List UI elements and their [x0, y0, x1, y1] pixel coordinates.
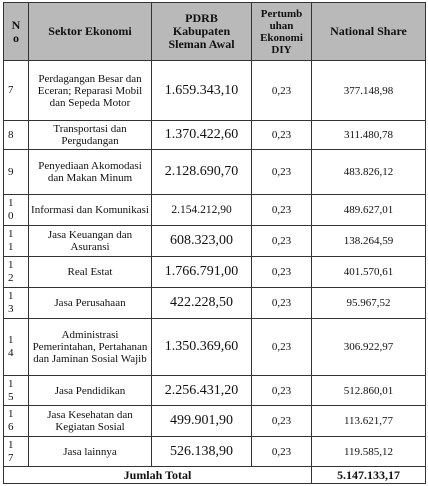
header-no: [4, 3, 29, 61]
row-share: 377.148,98: [312, 61, 426, 121]
total-row: [4, 467, 426, 484]
row-pdrb: 1.370.422,60: [152, 121, 252, 150]
total-share: 5.147.133,17: [312, 467, 426, 484]
row-pdrb: 1.659.343,10: [152, 61, 252, 121]
row-growth: 0,23: [252, 121, 312, 150]
row-no: 1 1: [4, 226, 29, 257]
row-sektor: Jasa Kesehatan dan Kegiatan Sosial: [29, 406, 152, 437]
row-share: 483.826,12: [312, 150, 426, 195]
row-share: 489.627,01: [312, 195, 426, 226]
header-growth: [252, 3, 312, 61]
table-row: [4, 257, 426, 288]
row-share: 113.621,77: [312, 406, 426, 437]
header-share: [312, 3, 426, 61]
row-pdrb: 2.128.690,70: [152, 150, 252, 195]
row-growth: 0,23: [252, 376, 312, 406]
row-sektor: Real Estat: [29, 257, 152, 288]
row-growth: 0,23: [252, 61, 312, 121]
row-growth: 0,23: [252, 288, 312, 319]
row-pdrb: 2.154.212,90: [152, 195, 252, 226]
row-share: 512.860,01: [312, 376, 426, 406]
row-no: 1 0: [4, 195, 29, 226]
row-growth: 0,23: [252, 257, 312, 288]
row-growth: 0,23: [252, 437, 312, 467]
row-no: 1 7: [4, 437, 29, 467]
row-pdrb: 1.766.791,00: [152, 257, 252, 288]
row-no: 1 4: [4, 319, 29, 376]
row-pdrb: 499.901,90: [152, 406, 252, 437]
row-sektor: Jasa Keuangan dan Asuransi: [29, 226, 152, 257]
row-share: 95.967,52: [312, 288, 426, 319]
row-no: 1 6: [4, 406, 29, 437]
row-no: 1 2: [4, 257, 29, 288]
row-sektor: Jasa Pendidikan: [29, 376, 152, 406]
row-no: 7: [4, 61, 29, 121]
table-row: [4, 61, 426, 121]
table-row: [4, 437, 426, 467]
row-share: 306.922,97: [312, 319, 426, 376]
row-growth: 0,23: [252, 406, 312, 437]
row-no: 1 3: [4, 288, 29, 319]
header-no-text: N o: [11, 17, 21, 45]
table-row: [4, 226, 426, 257]
row-no: 1 5: [4, 376, 29, 406]
table-row: [4, 406, 426, 437]
table-row: [4, 121, 426, 150]
row-growth: 0,23: [252, 195, 312, 226]
row-sektor: Informasi dan Komunikasi: [29, 195, 152, 226]
row-pdrb: 1.350.369,60: [152, 319, 252, 376]
row-sektor: Transportasi dan Pergudangan: [29, 121, 152, 150]
header-sektor: [29, 3, 152, 61]
row-pdrb: 2.256.431,20: [152, 376, 252, 406]
row-share: 401.570,61: [312, 257, 426, 288]
row-no: 9: [4, 150, 29, 195]
national-share-table: [3, 2, 426, 484]
row-sektor: Penyediaan Akomodasi dan Makan Minum: [29, 150, 152, 195]
table-row: [4, 376, 426, 406]
table-row: [4, 288, 426, 319]
header-share-text: National Share: [330, 24, 407, 38]
row-share: 138.264,59: [312, 226, 426, 257]
row-pdrb: 422.228,50: [152, 288, 252, 319]
table-row: [4, 150, 426, 195]
table-row: [4, 195, 426, 226]
header-sektor-text: Sektor Ekonomi: [48, 24, 132, 38]
row-sektor: Jasa Perusahaan: [29, 288, 152, 319]
row-share: 311.480,78: [312, 121, 426, 150]
header-pdrb: [152, 3, 252, 61]
row-sektor: Jasa lainnya: [29, 437, 152, 467]
row-pdrb: 526.138,90: [152, 437, 252, 467]
row-sektor: Administrasi Pemerintahan, Pertahanan dan Jaminan Sosial Wajib: [29, 319, 152, 376]
row-growth: 0,23: [252, 150, 312, 195]
row-sektor: Perdagangan Besar dan Eceran; Reparasi Mobil dan Sepeda Motor: [29, 61, 152, 121]
table-row: [4, 319, 426, 376]
row-no: 8: [4, 121, 29, 150]
header-pdrb-text: PDRB Kabupaten Sleman Awal: [168, 11, 235, 51]
row-growth: 0,23: [252, 319, 312, 376]
row-share: 119.585,12: [312, 437, 426, 467]
header-growth-text: Pertumb uhan Ekonomi DIY: [260, 7, 303, 56]
row-pdrb: 608.323,00: [152, 226, 252, 257]
total-label: Jumlah Total: [4, 467, 312, 484]
row-growth: 0,23: [252, 226, 312, 257]
